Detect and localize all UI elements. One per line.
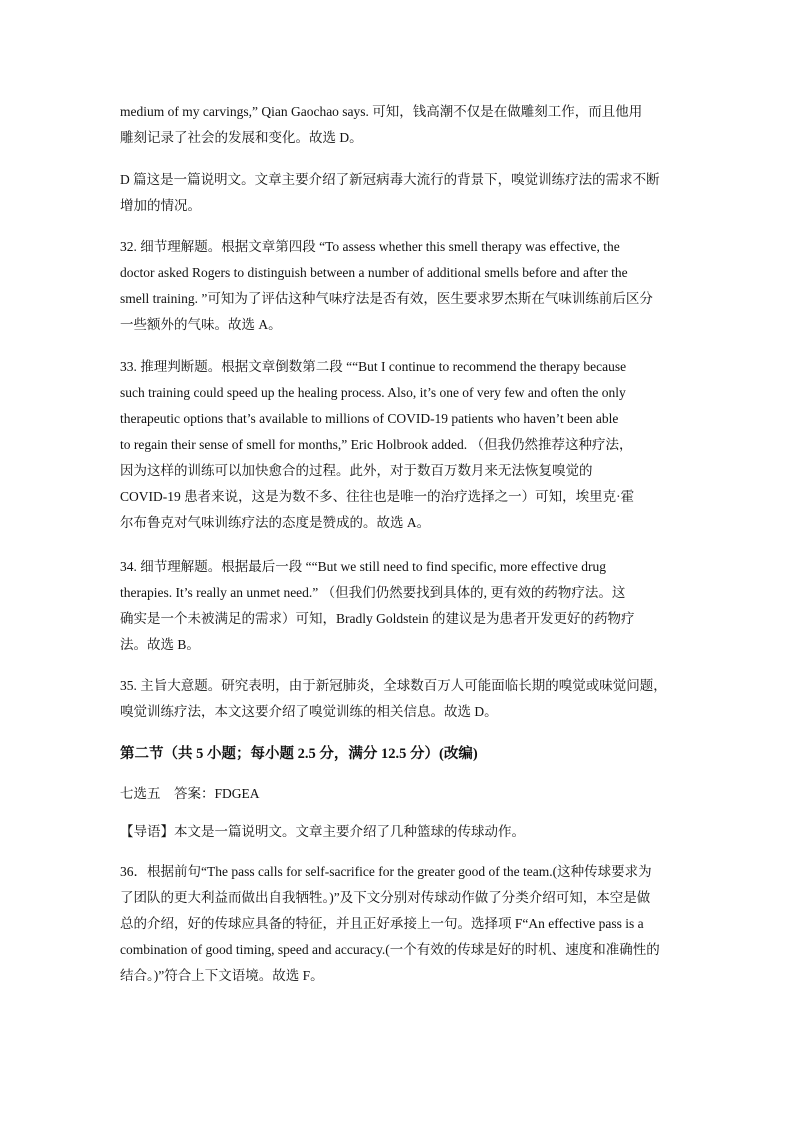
text-line: combination of good timing, speed and accuracy.(一个有效的传球是好的时机、速度和准确性的 [120,942,660,957]
text-line: doctor asked Rogers to distinguish between a number of additional smells before and after the [120,265,628,280]
text-line: 增加的情况。 [120,198,201,213]
text-line: COVID-19 患者来说，这是为数不多、往往也是唯一的治疗选择之一）可知，埃里克·霍 [120,489,635,504]
text-line: 32. 细节理解题。根据文章第四段 “To assess whether this smell therapy was effective, the [120,239,620,254]
text-line: 总的介绍，好的传球应具备的特征，并且正好承接上一句。选择项 F“An effective pass is a [120,916,644,931]
text-line: 了团队的更大利益而做出自我牺牲。)”及下文分别对传球动作做了分类介绍可知，本空是做 [120,890,651,905]
text-line: 法。故选 B。 [120,637,200,652]
paragraph-question-35 [120,673,680,725]
text-line: 雕刻记录了社会的发展和变化。故选 D。 [120,130,363,145]
text-line: 35. 主旨大意题。研究表明，由于新冠肺炎，全球数百万人可能面临长期的嗅觉或味觉问题， [120,678,667,693]
paragraph-carvings-conclusion [120,99,680,151]
text-line: 一些额外的气味。故选 A。 [120,317,282,332]
text-line: such training could speed up the healing process. Also, it’s one of very few and often the only [120,385,626,400]
text-line: 因为这样的训练可以加快愈合的过程。此外，对于数百万数月来无法恢复嗅觉的 [120,463,593,478]
paragraph-guide [120,819,680,845]
paragraph-passage-d-intro [120,167,680,219]
text-line: therapeutic options that’s available to millions of COVID-19 patients who haven’t been able [120,411,619,426]
text-line: D 篇这是一篇说明文。文章主要介绍了新冠病毒大流行的背景下，嗅觉训练疗法的需求不断 [120,172,660,187]
text-line: 33. 推理判断题。根据文章倒数第二段 ““But I continue to recommend the therapy because [120,359,627,374]
text-line: 确实是一个未被满足的需求）可知，Bradly Goldstein 的建议是为患者开发更好的药物疗 [120,611,635,626]
paragraph-answer-key [120,781,680,807]
paragraph-question-32 [120,234,680,338]
text-line: 【导语】本文是一篇说明文。文章主要介绍了几种篮球的传球动作。 [120,824,525,839]
text-line: to regain their sense of smell for months,” Eric Holbrook added. （但我仍然推荐这种疗法， [120,437,633,452]
text-line: 34. 细节理解题。根据最后一段 ““But we still need to find specific, more effective drug [120,559,607,574]
section-heading [120,741,680,767]
text-line: smell training. ”可知为了评估这种气味疗法是否有效，医生要求罗杰斯在气味训练前后区分 [120,291,653,306]
text-line: 七选五 答案：FDGEA [120,786,260,801]
paragraph-question-33 [120,354,680,536]
text-line: 尔布鲁克对气味训练疗法的态度是赞成的。故选 A。 [120,515,431,530]
text-line: medium of my carvings,” Qian Gaochao says. 可知，钱高潮不仅是在做雕刻工作，而且他用 [120,104,643,119]
text-line: therapies. It’s really an unmet need.” （但我们仍然要找到具体的, 更有效的药物疗法。这 [120,585,626,600]
text-line: 36．根据前句“The pass calls for self-sacrifice for the greater good of the team.(这种传球要求为 [120,864,652,879]
text-line: 第二节（共 5 小题；每小题 2.5 分，满分 12.5 分）(改编) [120,746,478,762]
text-line: 结合。)”符合上下文语境。故选 F。 [120,968,324,983]
text-line: 嗅觉训练疗法，本文这要介绍了嗅觉训练的相关信息。故选 D。 [120,704,498,719]
paragraph-question-36 [120,859,680,989]
paragraph-question-34 [120,554,680,658]
